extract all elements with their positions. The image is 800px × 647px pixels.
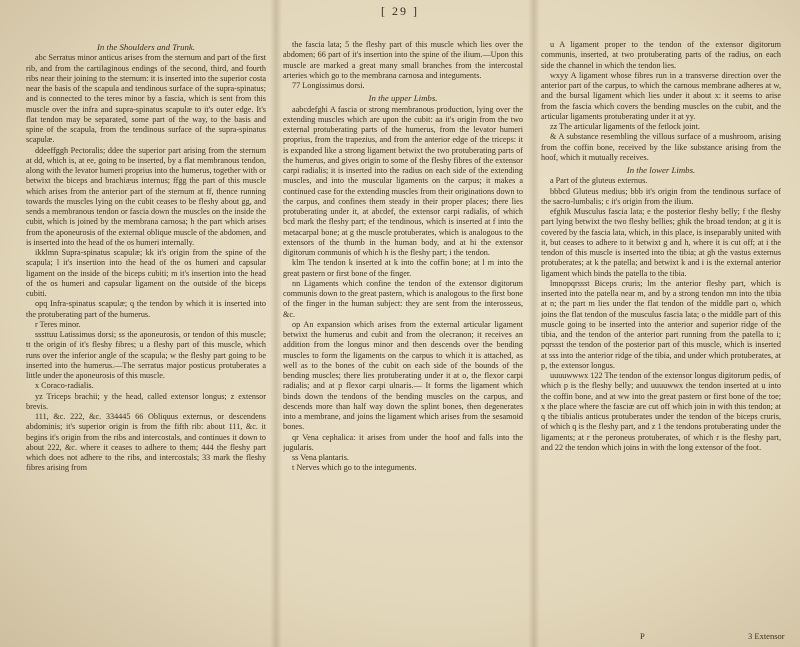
- paragraph: qr Vena cephalica: it arises from under the hoof and falls into the jugularis.: [283, 432, 523, 452]
- page-fold-shadow-left: [270, 0, 282, 647]
- paragraph: lmnopqrssst Biceps cruris; lm the anterior fleshy part, which is inserted into the patella near m, and by a strong tendon mn into the tibia at n; the part m lies under the flat tendon of the middle part o, which joins the flat tendon of the musculus fascia lata; o the middle part of this muscle going to be inserted into the anterior and superior ridge of the tibia, and the tendon of the anterior part running from the patella to i; pqrssst the tendon of the posterior part of this muscle, which is inserted at sss into the anterior ridge of the tibia, and under which protuberates, at p, the extensor longus.: [541, 278, 781, 370]
- paragraph: ddeeffggh Pectoralis; ddee the superior part arising from the sternum at dd, which is, at ee, going to be inserted, by a flat membranous tendon, along with the levator humeri proprius into the humerus, together with or betwixt the biceps and brachiæus internus; ffgg the part of this muscle which arises from the anterior part of the sternum at ff, thence running towards the muscles lying on the cubit ceases to be fleshy about gg, and sends a membranous tendon or fascia down the muscles on the inside the cubit, which is joined by the membrana carnosa; h the part which arises from the aponeurosis of the external oblique muscle of the abdomen, and is inserted into the head of the os humeri internally.: [26, 145, 266, 247]
- paragraph: zz The articular ligaments of the fetlock joint.: [550, 122, 700, 131]
- section-heading: In the upper Limbs.: [368, 93, 438, 104]
- paragraph: op An expansion which arises from the external articular ligament betwixt the humerus and cubit and from the olecranon; it receives an addition from the longus minor and then descends over the bending muscles to form the ligaments on the carpus to which it is attached, as well as to the bones of the cubit on each side of the bounds of the bending muscles; there lies protuberating under it at o, the flexor carpi radialis; and at p flexor carpi ulnaris.— It forms the ligament which binds down the tendons of the bending muscles on the carpus, and descends more than half way down the splint bones, then degenerates into a membrane, and joins the ligament which arises from the sesamoid bones.: [283, 319, 523, 432]
- page-fold-shadow-right: [528, 0, 540, 647]
- paragraph: ikklmn Supra-spinatus scapulæ; kk it's origin from the spine of the scapula; l it's insertion into the head of the os humeri and capsular ligament on the inside of the biceps cubiti; m it's insertion into the head of the os humeri and capsular ligament on the outside of the biceps cubiti.: [26, 248, 266, 298]
- paragraph: efghik Musculus fascia lata; e the posterior fleshy belly; f the fleshy part lying betwixt the two fleshy bellies; ghik the broad tendon; at g it is covered by the fascia lata, which, in this place, is inseparably united with it, but ceases to adhere to it betwixt g and h, where it is cut off; at i the tendon of this muscle is inserted into the tibia; at gh the vastus externus protuberates; at k the patella; and betwixt k and i is the external anterior ligament which binds the patella to the tibia.: [541, 207, 781, 278]
- text-column-right: [541, 40, 781, 640]
- paragraph: u A ligament proper to the tendon of the extensor digitorum communis, inserted, at two protuberating parts of the radius, on each side the channel in which the tendon lies.: [541, 40, 781, 70]
- paragraph: nn Ligaments which confine the tendon of the extensor digitorum communis down to the great pastern, which is analogous to the first bone of the finger in the human subject: they are sent from the interosseus, &c.: [283, 278, 523, 319]
- paragraph: x Coraco-radialis.: [35, 381, 94, 391]
- text-column-left: [26, 40, 266, 640]
- catchword: 3 Extensor: [748, 631, 785, 641]
- paragraph: & A substance resembling the villous surface of a mushroom, arising from the coffin bone, received by the like substance arising from the hoof, which it mutually receives.: [541, 132, 781, 162]
- paragraph: wxyy A ligament whose fibres run in a transverse direction over the anterior part of the carpus, to which the carnous membrane adheres at w, and the bursal ligament which lies under it about x: it seems to arise from the fascia which covers the bending muscles on the cubit, and the articular ligaments protuberating under it at yy.: [541, 70, 781, 121]
- page-number: [ 29 ]: [381, 4, 419, 18]
- paragraph: r Teres minor.: [35, 319, 81, 329]
- section-heading: In the Shoulders and Trunk.: [97, 42, 195, 52]
- paragraph: uuuuwwwx 122 The tendon of the extensor longus digitorum pedis, of which p is the fleshy belly; and uuuuwwx the tendon inserted at u into the coffin bone, and at ww into the great pastern or first bone of the toe; x the place where the fasciæ are cut off which join in with this tendon; at q the tibialis anticus protuberates under the tendon of the biceps cruris, of which q is the fleshy part, and z 1 the tendons protuberating under the ligaments; at r the peroneus protuberates, of which r is the fleshy part, and 22 the tendon which joins in with the long extensor of the foot.: [541, 371, 781, 452]
- paragraph: abc Serratus minor anticus arises from the sternum and part of the first rib, and from the cartilaginous endings of the second, third, and fourth ribs near their joining to the sternum: it is inserted into the superior costa near the basis of the scapula and tendinous surface of the supra-spinatus; and is connected to the teres minor by a fascia, which is sent from this muscle over the infra and supra-spinatus scapulæ to it's outer edge. It's flat tendon may be separated, some part of the way, to the basis and spine of the scapula, from the tendinous surface of the supra-spinatus scapulæ.: [26, 53, 266, 145]
- paragraph: aabcdefghi A fascia or strong membranous production, lying over the extending muscles which are upon the cubit: aa it's origin from the two external protuberating parts of the humerus, from the levator humeri proprius, from the trapezius, and from the anterior edge of the triceps: it is expanded like a strong ligament betwixt the two protuberating parts of the humerus, and gives origin to some of the fleshy fibres of the extensor carpi radialis; it is inserted into the radius on each side of the extending muscles, and into the muscular ligaments on the carpus; it makes a continued case for the extending muscles from their originations down to the carpus, and confines them steady in their proper places; there lies protuberating under it, at abcdef, the extensor carpi radialis, of which bcd mark the fleshy part; ef the tendinous, which is inserted at f into the metacarpal bone; at g the muscle protuberates, which is analogous to the extensors of the thumb in the human body, and at hi the extensor digitorum communis of which h is the fleshy part; i the tendon.: [283, 104, 523, 257]
- text-column-middle: [283, 40, 523, 640]
- paragraph: the fascia lata; 5 the fleshy part of this muscle which lies over the abdomen; 66 part of it's insertion into the spine of the ilium.—Upon this muscle are marked a great many small branches from the intercostal arteries which go to the membrana carnosa and integuments.: [283, 40, 523, 80]
- paragraph: klm The tendon k inserted at k into the coffin bone; at l m into the great pastern or first bone of the finger.: [283, 258, 523, 278]
- paragraph: yz Triceps brachii; y the head, called extensor longus; z extensor brevis.: [26, 391, 266, 411]
- paragraph: t Nerves which go to the integuments.: [292, 463, 417, 473]
- paragraph: sssttuu Latissimus dorsi; ss the aponeurosis, or tendon of this muscle; tt the origin of it's fleshy fibres; u a fleshy part of this muscle, which runs over the inferior angle of the scapula; w the fleshy part going to be inserted into the humerus.—The serratus major posticus protuberates a little under the aponeurosis of this muscle.: [26, 330, 266, 380]
- paragraph: bbbcd Gluteus medius; bbb it's origin from the tendinous surface of the sacro-lumbalis; c it's origin from the ilium.: [541, 186, 781, 206]
- signature-mark: P: [640, 631, 645, 641]
- paragraph: a Part of the gluteus externus.: [550, 176, 648, 186]
- section-heading: In the lower Limbs.: [626, 165, 696, 175]
- paragraph: ss Vena plantaris.: [292, 453, 349, 462]
- paragraph: opq Infra-spinatus scapulæ; q the tendon by which it is inserted into the protuberating part of the humerus.: [26, 299, 266, 319]
- paragraph: 77 Longissimus dorsi.: [292, 81, 365, 90]
- paragraph: 111, &c. 222, &c. 334445 66 Obliquus externus, or descendens abdominis; it's superior origin is from the fifth rib: about 111, &c. it begins it's origin from the ribs and intercostals, and continues it down to about 222, &c. where it ceases to adhere to them; 444 the fleshy part which does not adhere to the ribs, and intercostals; 33 mark the fleshy fibres arising from: [26, 412, 266, 473]
